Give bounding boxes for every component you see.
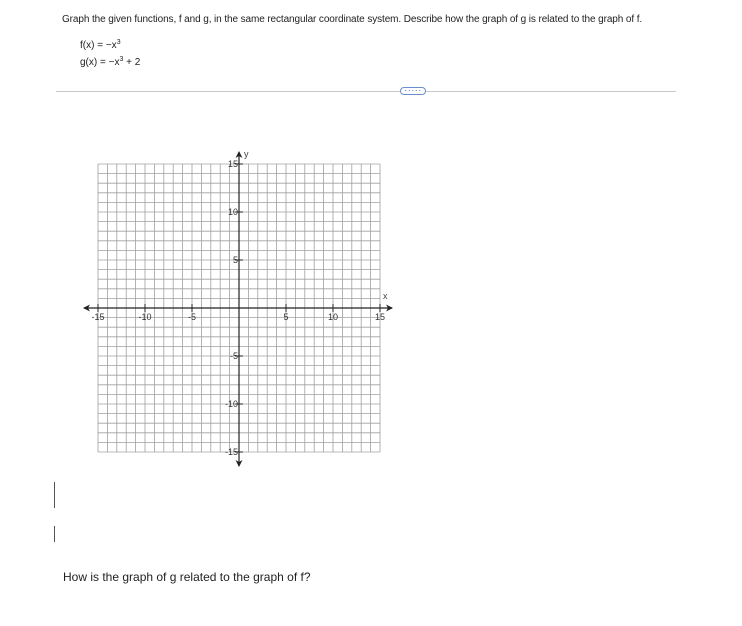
- y-tick-label: -15: [224, 447, 238, 457]
- equation-g-exponent: 3: [119, 56, 124, 63]
- y-tick-label: 5: [232, 255, 238, 265]
- equation-g-tail: + 2: [123, 57, 141, 68]
- x-tick-label: 10: [327, 312, 339, 322]
- equation-g-lhs: g(x) = −x: [80, 57, 120, 68]
- y-tick-label: 10: [227, 207, 238, 217]
- problem-prompt: Graph the given functions, f and g, in the same rectangular coordinate system. Describe how the graph of g is related to the graph of f.: [62, 14, 643, 25]
- text-cursor-mark: [54, 482, 55, 508]
- y-tick-label: -5: [229, 351, 238, 361]
- equation-f-exponent: 3: [116, 39, 121, 46]
- equation-f-lhs: f(x) = −x: [80, 40, 117, 51]
- equation-g: [80, 56, 140, 68]
- x-axis-label: x: [383, 291, 388, 301]
- y-tick-label: 15: [227, 159, 238, 169]
- question-text: How is the graph of g related to the graph of f?: [63, 570, 311, 584]
- y-axis-label: y: [244, 149, 249, 159]
- x-tick-label: -5: [187, 312, 197, 322]
- section-divider: [56, 91, 676, 92]
- x-tick-label: 15: [374, 312, 386, 322]
- text-cursor-mark: [54, 526, 55, 542]
- y-tick-label: -10: [224, 399, 238, 409]
- coordinate-graph[interactable]: [80, 148, 400, 478]
- equation-f: [80, 39, 121, 51]
- x-tick-label: -15: [91, 312, 105, 322]
- expand-more-button[interactable]: ·····: [400, 87, 426, 95]
- x-tick-label: 5: [283, 312, 289, 322]
- x-tick-label: -10: [138, 312, 152, 322]
